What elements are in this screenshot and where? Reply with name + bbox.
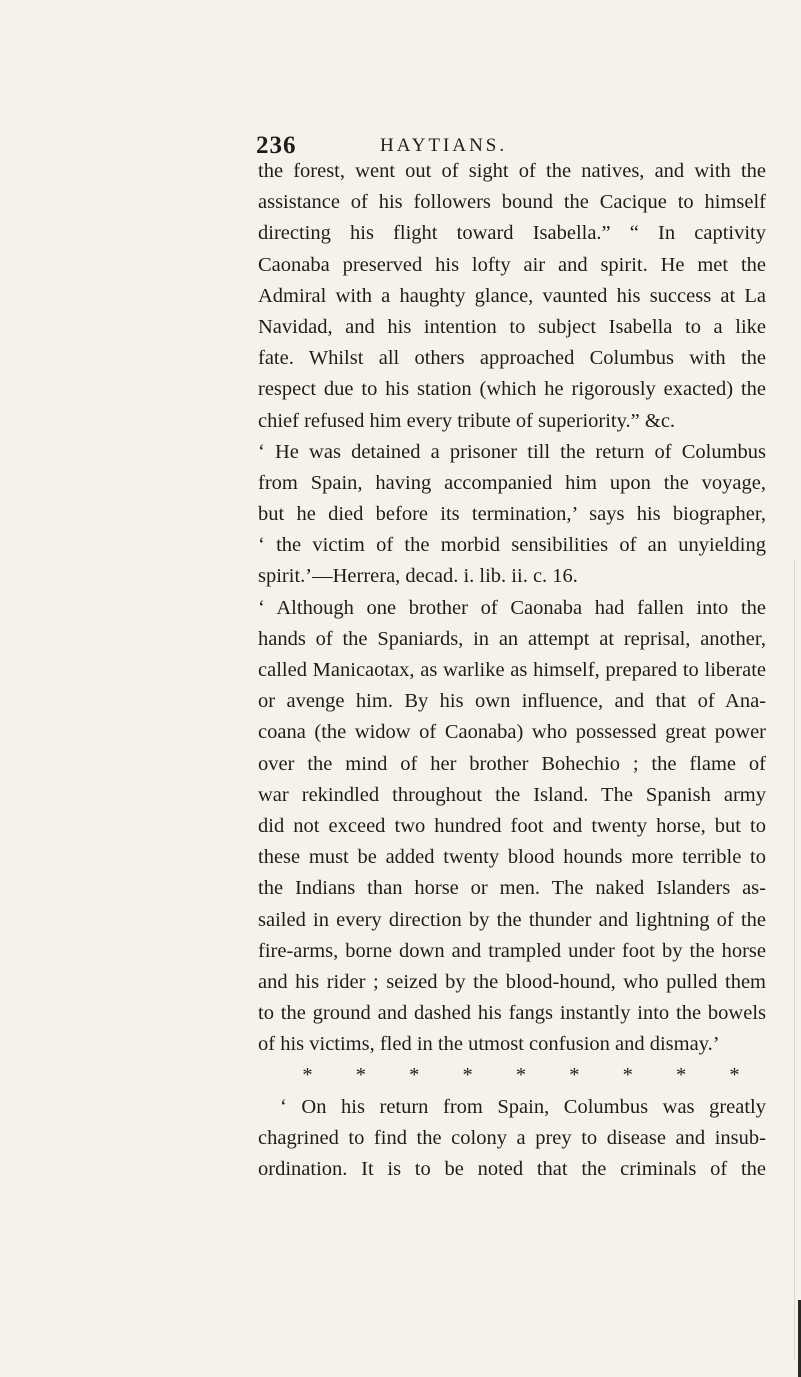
text-line: chagrined to find the colony a prey to disease and insub- (258, 1126, 766, 1149)
text-line: ‘ the victim of the morbid sensibilities of an unyielding (258, 534, 766, 557)
text-line: coana (the widow of Caonaba) who possessed great power (258, 721, 766, 744)
text-line: ‘ On his return from Spain, Columbus was greatly (280, 1095, 766, 1118)
page-edge-shadow (794, 560, 795, 1360)
text-line: or avenge him. By his own influence, and that of Ana- (258, 690, 766, 713)
text-line: to the ground and dashed his fangs instantly into the bowels (258, 1002, 766, 1025)
body-text (258, 156, 766, 1185)
text-line: directing his flight toward Isabella.” “ In captivity (258, 222, 766, 245)
text-line: Caonaba preserved his lofty air and spirit. He met the (258, 253, 766, 276)
text-line: over the mind of her brother Bohechio ; the flame of (258, 752, 766, 775)
text-line: chief refused him every tribute of superiority.” &c. (258, 409, 676, 432)
text-line: sailed in every direction by the thunder and lightning of the (258, 908, 766, 931)
text-line: ‘ Although one brother of Caonaba had fallen into the (258, 596, 766, 619)
text-line: fate. Whilst all others approached Columbus with the (258, 347, 766, 370)
text-line: ‘ He was detained a prisoner till the return of Columbus (258, 440, 766, 463)
page-number: 236 (256, 132, 297, 159)
text-line: the forest, went out of sight of the natives, and with the (258, 160, 766, 182)
text-line: and his rider ; seized by the blood-hound, who pulled them (258, 970, 766, 993)
text-line: called Manicaotax, as warlike as himself, prepared to liberate (258, 659, 766, 681)
section-separator: * * * * * * * * * (302, 1064, 740, 1087)
text-line: from Spain, having accompanied him upon the voyage, (258, 471, 766, 494)
text-line: ordination. It is to be noted that the criminals of the (258, 1158, 766, 1180)
text-line: Admiral with a haughty glance, vaunted his success at La (258, 284, 766, 307)
text-line: did not exceed two hundred foot and twenty horse, but to (258, 814, 766, 837)
text-line: fire-arms, borne down and trampled under foot by the horse (258, 939, 766, 962)
text-line: hands of the Spaniards, in an attempt at reprisal, another, (258, 627, 766, 650)
running-head: HAYTIANS. (380, 135, 508, 156)
text-line: but he died before its termination,’ says his biographer, (258, 503, 766, 526)
text-line: spirit.’—Herrera, decad. i. lib. ii. c. 16. (258, 565, 578, 588)
text-line: respect due to his station (which he rigorously exacted) the (258, 378, 766, 401)
text-line: war rekindled throughout the Island. The Spanish army (258, 783, 766, 806)
text-line: the Indians than horse or men. The naked Islanders as- (258, 877, 766, 900)
text-line: these must be added twenty blood hounds more terrible to (258, 846, 766, 869)
text-line: assistance of his followers bound the Cacique to himself (258, 191, 766, 214)
text-line: of his victims, fled in the utmost confusion and dismay.’ (258, 1033, 720, 1056)
text-line: Navidad, and his intention to subject Isabella to a like (258, 315, 766, 338)
